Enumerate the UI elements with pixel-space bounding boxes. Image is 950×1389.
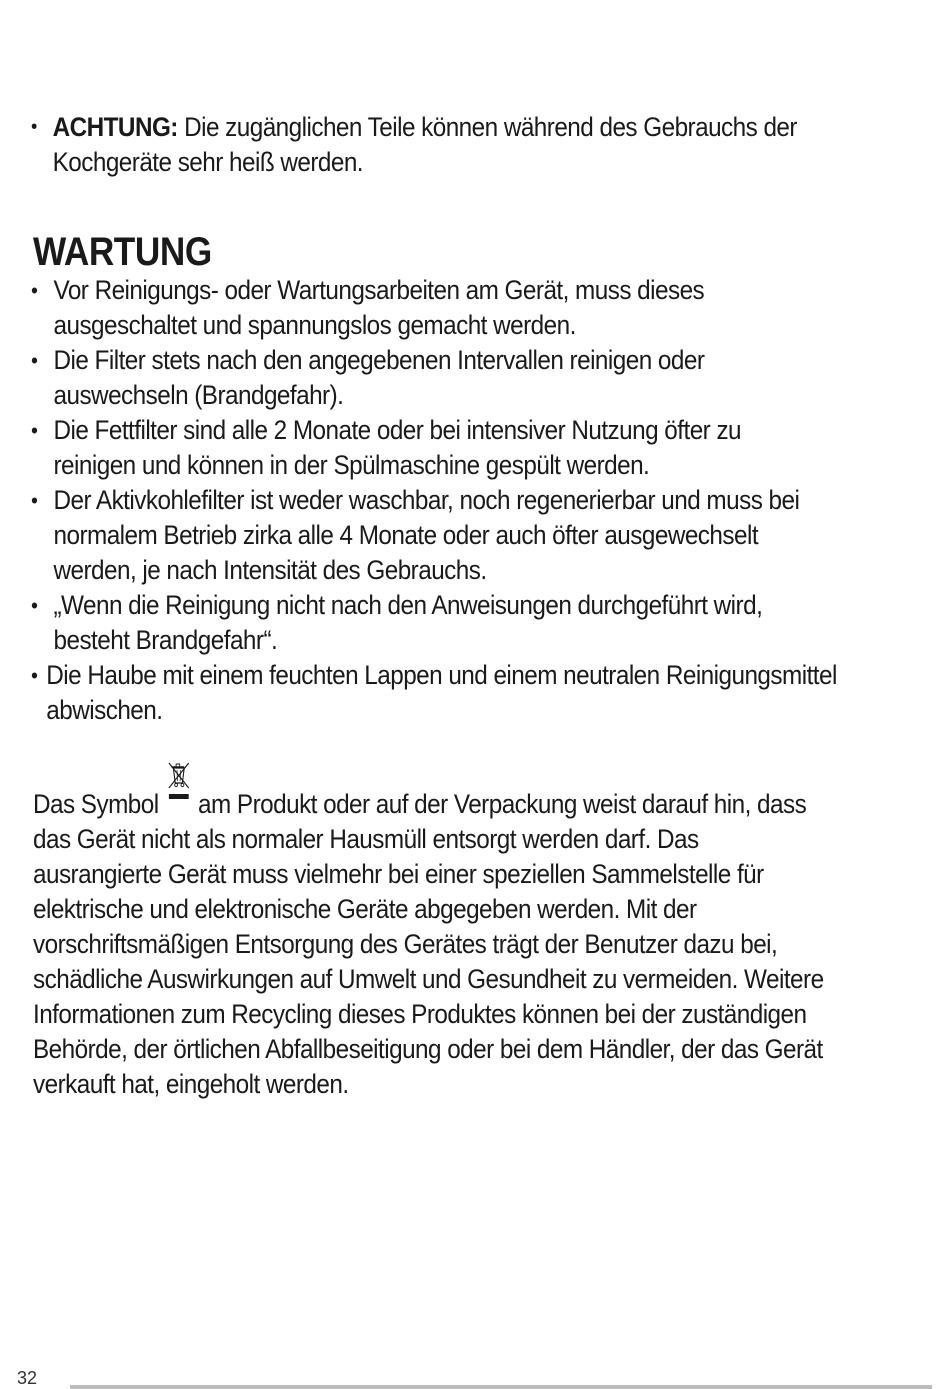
list-item-line: Die Filter stets nach den angegebenen Intervallen reinigen oder xyxy=(53,345,705,375)
list-item-line: Vor Reinigungs- oder Wartungsarbeiten am Gerät, muss dieses xyxy=(53,275,705,305)
disposal-paragraph xyxy=(33,787,911,1102)
list-item-line: Die Fettfilter sind alle 2 Monate oder bei intensiver Nutzung öfter zu xyxy=(53,415,742,445)
warning-label: ACHTUNG: xyxy=(52,112,178,142)
list-item-line: werden, je nach Intensität des Gebrauchs. xyxy=(53,555,487,585)
list-item xyxy=(31,343,931,413)
list-item-line: ausgeschaltet und spannungslos gemacht werden. xyxy=(53,310,576,340)
list-item xyxy=(31,588,931,658)
list-item xyxy=(31,273,931,343)
list-item-line: „Wenn die Reinigung nicht nach den Anweisungen durchgeführt wird, xyxy=(53,590,763,620)
list-item xyxy=(31,413,931,483)
disposal-text-line: das Gerät nicht als normaler Hausmüll entsorgt werden darf. Das xyxy=(33,824,699,854)
disposal-text-line: elektrische und elektronische Geräte abgegeben werden. Mit der xyxy=(33,894,697,924)
list-item xyxy=(31,483,931,588)
page-footer xyxy=(0,1360,950,1389)
bullet-dot: • xyxy=(31,116,37,138)
disposal-text-line: schädliche Auswirkungen auf Umwelt und Gesundheit zu vermeiden. Weitere xyxy=(33,964,824,994)
bullet-dot: • xyxy=(31,418,38,443)
warning-bullet-row xyxy=(31,110,859,180)
list-item-line: besteht Brandgefahr“. xyxy=(53,625,278,655)
maintenance-list xyxy=(31,273,931,728)
list-item-line: abwischen. xyxy=(46,695,163,725)
warning-text-line-2: Kochgeräte sehr heiß werden. xyxy=(52,147,364,177)
bullet-dot: • xyxy=(31,348,38,373)
disposal-text-line: ausrangierte Gerät muss vielmehr bei einer speziellen Sammelstelle für xyxy=(33,859,764,889)
bullet-dot: • xyxy=(31,278,38,303)
list-item-line: auswechseln (Brandgefahr). xyxy=(53,380,344,410)
list-item-line: Der Aktivkohlefilter ist weder waschbar, noch regenerierbar und muss bei xyxy=(53,485,800,515)
page-number: 32 xyxy=(17,1368,38,1388)
list-item-line: Die Haube mit einem feuchten Lappen und einem neutralen Reinigungsmittel xyxy=(46,660,837,690)
section-title: WARTUNG xyxy=(33,230,212,274)
disposal-text-line: verkauft hat, eingeholt werden. xyxy=(33,1069,349,1099)
list-item-line: reinigen und können in der Spülmaschine gespült werden. xyxy=(53,450,650,480)
warning-note xyxy=(31,110,859,180)
crossed-out-wheelie-bin-icon xyxy=(165,789,192,813)
disposal-text-line: am Produkt oder auf der Verpackung weist darauf hin, dass xyxy=(191,789,807,819)
list-item-line: normalem Betrieb zirka alle 4 Monate oder auch öfter ausgewechselt xyxy=(53,520,759,550)
bullet-dot: • xyxy=(31,593,38,618)
disposal-text-line: Informationen zum Recycling dieses Produktes können bei der zuständigen xyxy=(33,999,807,1029)
disposal-text-line: vorschriftsmäßigen Entsorgung des Gerätes trägt der Benutzer dazu bei, xyxy=(33,929,778,959)
disposal-text-start: Das Symbol xyxy=(33,789,159,819)
bullet-dot: • xyxy=(31,488,38,513)
footer-rule xyxy=(70,1385,932,1389)
warning-text-line-1: Die zugänglichen Teile können während des Gebrauchs der xyxy=(177,112,797,142)
bullet-dot: • xyxy=(31,663,38,688)
list-item xyxy=(31,658,931,728)
disposal-text-line: Behörde, der örtlichen Abfallbeseitigung oder bei dem Händler, der das Gerät xyxy=(33,1034,823,1064)
